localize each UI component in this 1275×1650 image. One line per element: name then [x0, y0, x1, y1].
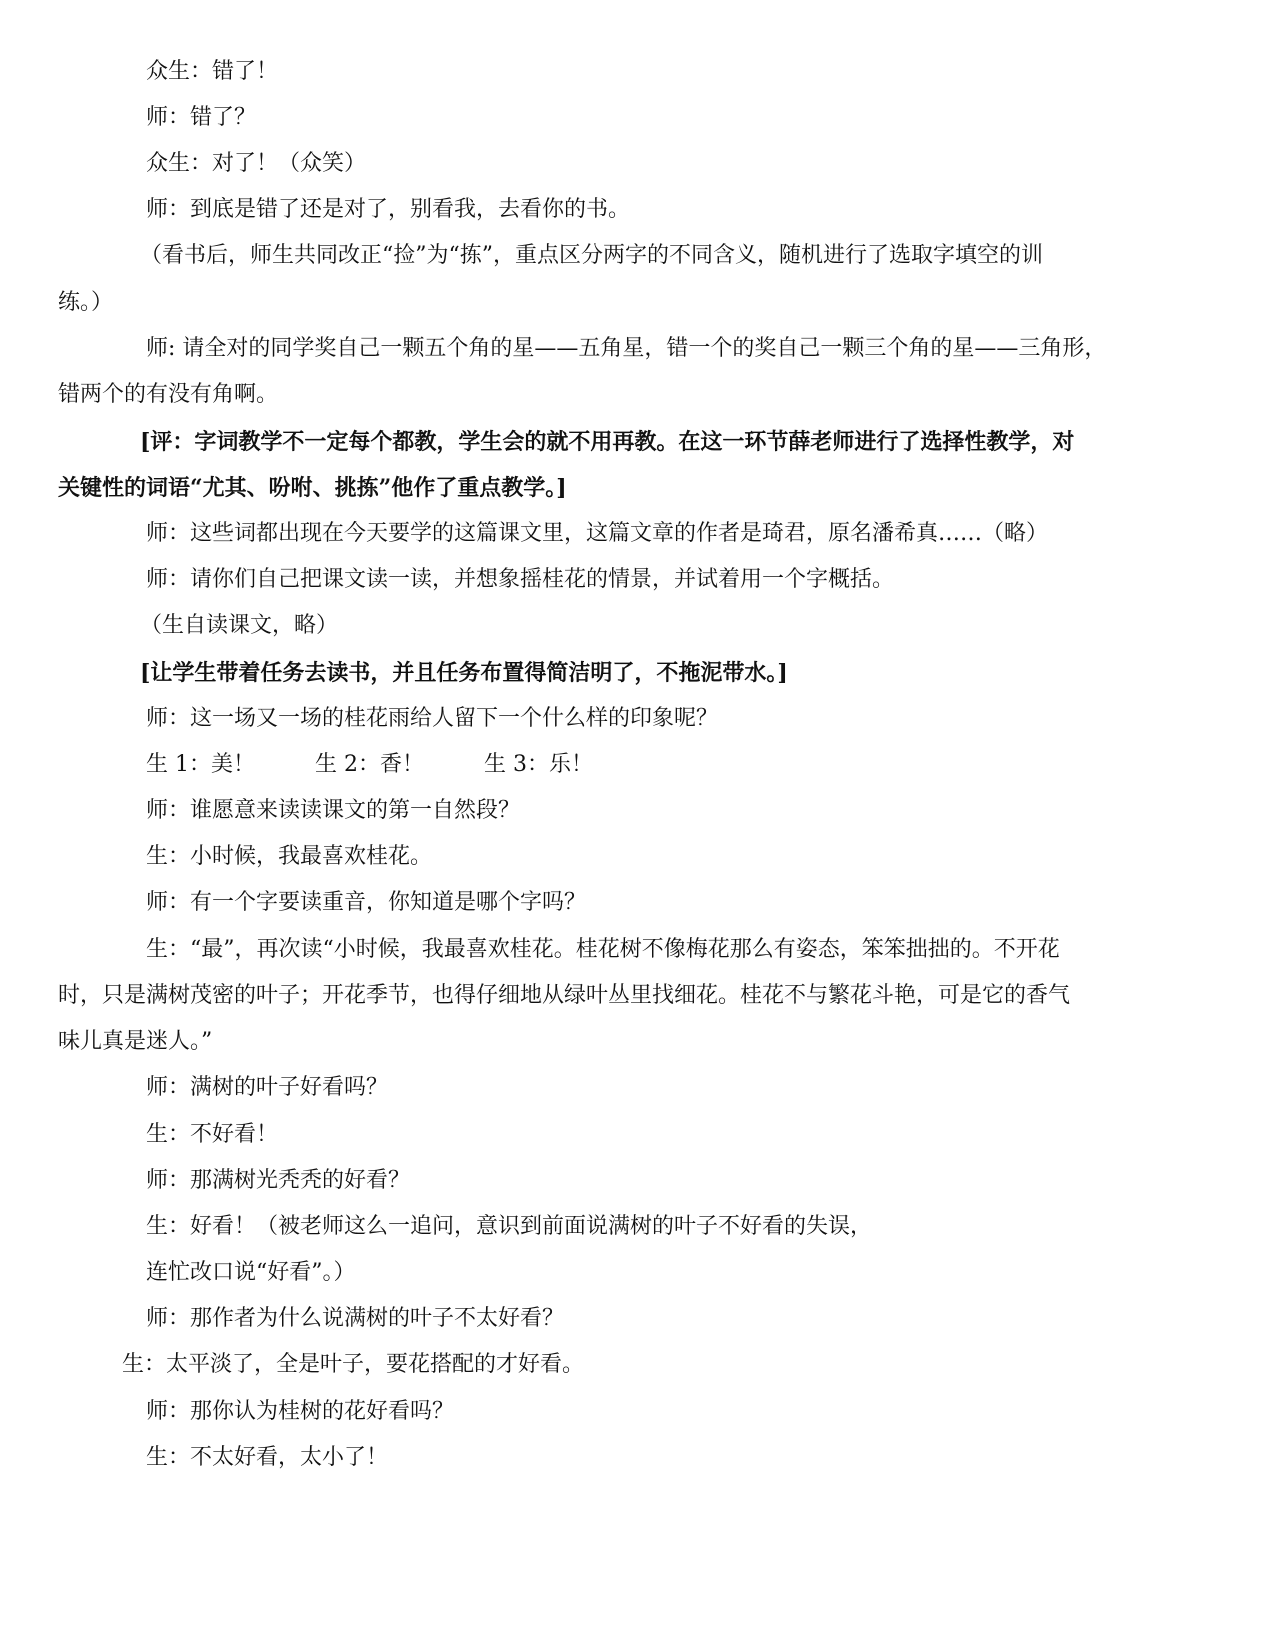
dialogue-line: 错两个的有没有角啊。 [58, 382, 279, 407]
dialogue-line: 师：这一场又一场的桂花雨给人留下一个什么样的印象呢？ [146, 706, 719, 731]
dialogue-line: 师：满树的叶子好看吗？ [146, 1075, 389, 1100]
dialogue-line: 生：好看！（被老师这么一追问，意识到前面说满树的叶子不好看的失误， [146, 1214, 873, 1239]
dialogue-line: 生：不太好看，太小了！ [146, 1445, 389, 1470]
dialogue-line: 连忙改口说“好看”。） [146, 1260, 356, 1285]
dialogue-line: 师：谁愿意来读读课文的第一自然段？ [146, 798, 521, 823]
student-2-answer: 生 2：香！ [315, 752, 424, 777]
dialogue-line: 师：到底是错了还是对了，别看我，去看你的书。 [146, 197, 631, 222]
narration-line: （看书后，师生共同改正“捡”为“拣”，重点区分两字的不同含义，随机进行了选取字填空的训 [140, 243, 1043, 268]
dialogue-line: 时，只是满树茂密的叶子；开花季节，也得仔细地从绿叶丛里找细花。桂花不与繁花斗艳，可是它的香气 [58, 983, 1071, 1008]
commentary-line: 关键性的词语“尤其、吩咐、挑拣”他作了重点教学。] [58, 475, 567, 501]
dialogue-line: 师：有一个字要读重音，你知道是哪个字吗？ [146, 890, 587, 915]
dialogue-line: 众生：错了！ [146, 59, 279, 84]
dialogue-line: 味儿真是迷人。” [58, 1029, 213, 1054]
dialogue-line: 生：不好看！ [146, 1122, 279, 1147]
dialogue-line: 师: 请全对的同学奖自己一颗五个角的星——五角星，错一个的奖自己一颗三个角的星——三角形， [146, 336, 1107, 361]
commentary-line: [评：字词教学不一定每个都教，学生会的就不用再教。在这一环节薛老师进行了选择性教学，对 [140, 429, 1075, 455]
dialogue-line: 师：那满树光秃秃的好看？ [146, 1168, 411, 1193]
student-1-answer: 生 1：美！ [146, 752, 255, 777]
dialogue-line: 众生：对了！（众笑） [146, 151, 367, 176]
dialogue-line: 师：那你认为桂树的花好看吗？ [146, 1399, 455, 1424]
narration-line: （生自读课文，略） [140, 613, 339, 638]
dialogue-line: 师：错了？ [146, 105, 257, 130]
dialogue-line: 师：这些词都出现在今天要学的这篇课文里，这篇文章的作者是琦君，原名潘希真……（略） [146, 521, 1049, 546]
dialogue-line: 生：小时候，我最喜欢桂花。 [146, 844, 433, 869]
dialogue-line: 生：太平淡了，全是叶子，要花搭配的才好看。 [122, 1352, 585, 1377]
dialogue-line-group [146, 750, 593, 780]
dialogue-line: 师：那作者为什么说满树的叶子不太好看？ [146, 1306, 565, 1331]
student-3-answer: 生 3：乐！ [484, 752, 593, 777]
commentary-line: [让学生带着任务去读书，并且任务布置得简洁明了，不拖泥带水。] [140, 660, 788, 686]
narration-line: 练。） [58, 290, 114, 315]
dialogue-line: 师：请你们自己把课文读一读，并想象摇桂花的情景，并试着用一个字概括。 [146, 567, 895, 592]
dialogue-line: 生：“最”，再次读“小时候，我最喜欢桂花。桂花树不像梅花那么有姿态，笨笨拙拙的。不开花 [146, 937, 1060, 962]
